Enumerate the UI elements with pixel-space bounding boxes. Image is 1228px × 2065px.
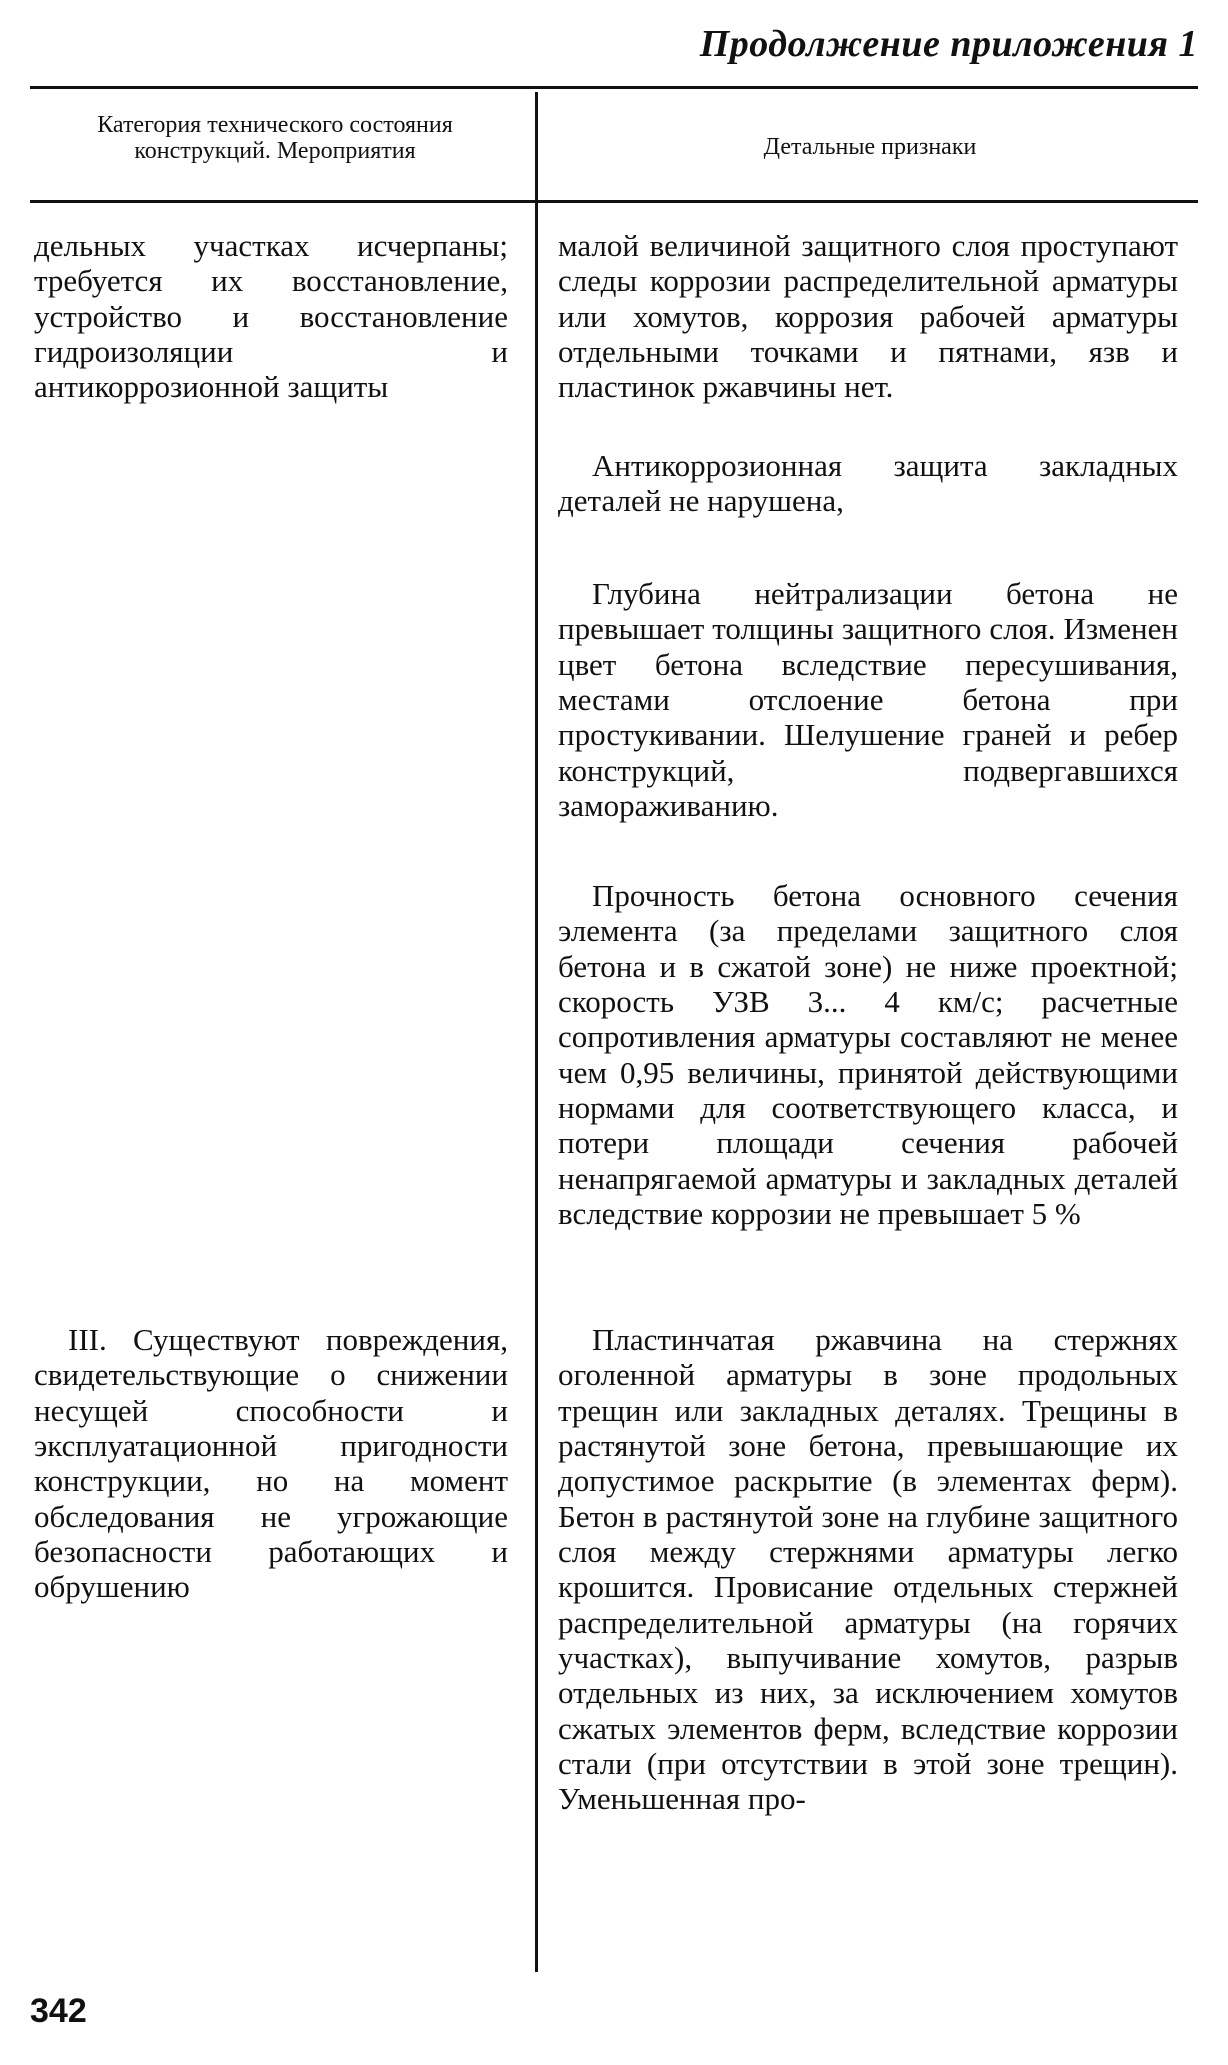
table-header-rule: [30, 200, 1198, 203]
right-cell-rust: Пластинчатая ржавчина на стержнях оголенной арматуры в зоне продольных трещин или закладных деталях. Трещины в растянутой зоне бетона, превышающие их допустимое раскрытие (в элементах ферм). Бетон в растянутой зоне на глубине защитного слоя между стержнями арматуры легко крошится. Провисание отдельных стержней распределительной арматуры (на горячих участках), выпучивание хомутов, разрыв отдельных из них, за исключением хомутов сжатых элементов ферм, вследствие коррозии стали (при отсутствии в этой зоне трещин). Уменьшенная про-: [558, 1322, 1178, 1817]
column-header-category: Категория технического состояния конструкций. Мероприятия: [97, 112, 453, 165]
left-cell-category-3: III. Существуют повреждения, свидетельствующие о снижении несущей способности и эксплуатационной пригодности конструкции, но на момент обследования не угрожающие безопасности работающих и обрушению: [34, 1322, 508, 1605]
right-cell-corrosion: малой величиной защитного слоя проступают следы коррозии распределительной арматуры или хомутов, коррозия рабочей арматуры отдельными точками и пятнами, язв и пластинок ржавчины нет.: [558, 228, 1178, 405]
right-cell-strength: Прочность бетона основного сечения элемента (за пределами защитного слоя бетона и в сжатой зоне) не ниже проектной; скорость УЗВ 3... 4 км/с; расчетные сопротивления арматуры составляют не менее чем 0,95 величины, принятой действующими нормами для соответствующего класса, и потери площади сечения рабочей ненапрягаемой арматуры и закладных деталей вследствие коррозии не превышает 5 %: [558, 878, 1178, 1231]
page-number: 342: [30, 1992, 87, 2030]
column-divider: [535, 92, 538, 1972]
continuation-caption: Продолжение приложения 1: [699, 23, 1198, 65]
table-top-rule: [30, 86, 1198, 89]
column-header-details: Детальные признаки: [763, 134, 977, 160]
left-cell-continuation: дельных участках исчерпаны; требуется их восстановление, устройство и восстановление гидроизоляции и антикоррозионной защиты: [34, 228, 508, 405]
right-cell-anticorrosion: Антикоррозионная защита закладных деталей не нарушена,: [558, 448, 1178, 519]
right-cell-neutralization: Глубина нейтрализации бетона не превышает толщины защитного слоя. Изменен цвет бетона вследствие пересушивания, местами отслоение бетона при простукивании. Шелушение граней и ребер конструкций, подвергавшихся замораживанию.: [558, 576, 1178, 823]
